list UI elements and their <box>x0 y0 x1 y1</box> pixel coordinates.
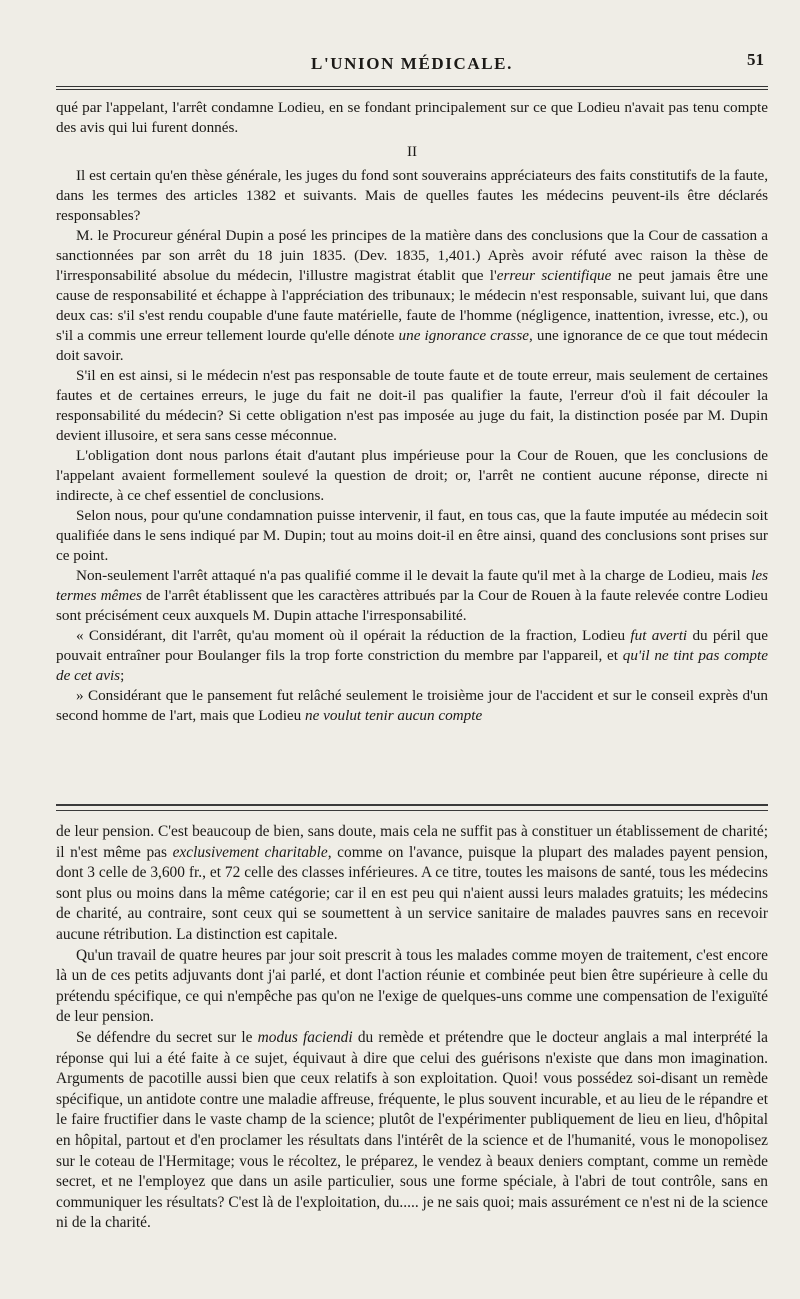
column-separator-rule <box>56 804 768 811</box>
paragraph-text: Non-seulement l'arrêt attaqué n'a pas qualifié comme il le devait la faute qu'il met à la charge de Lodieu, mais <box>76 567 752 584</box>
italic-phrase: ne voulut tenir aucun compte <box>305 707 483 724</box>
italic-phrase: modus faciendi <box>257 1028 353 1046</box>
running-head <box>56 50 768 82</box>
paragraph-1 <box>56 166 768 226</box>
header-rule <box>56 86 768 90</box>
italic-phrase: qu'il ne tint pas compte de cet avis <box>56 647 768 684</box>
paragraph-6 <box>56 566 768 626</box>
paragraph-text: Se défendre du secret sur le <box>76 1028 258 1046</box>
paragraph-text: M. le Procureur général Dupin a posé les principes de la matière dans des conclusions que la Cour de cassation a sanctionnées par son arrêt du 18 juin 1835. (Dev. 1835, 1,401.) Après avoir réfuté avec raison la thèse de l'irresponsabilité absolue du médecin, l'illustre magistrat établit que l' <box>56 227 768 284</box>
paragraph-8-quote <box>56 686 768 726</box>
italic-phrase: une ignorance crasse <box>398 327 529 344</box>
paragraph-text: de leur pension. C'est beaucoup de bien, sans doute, mais cela ne suffit pas à constituer un établissement de charité; il n'est même pas <box>56 823 768 861</box>
italic-phrase: fut averti <box>630 627 688 644</box>
lower-article <box>56 822 768 1234</box>
paragraph-text: S'il en est ainsi, si le médecin n'est pas responsable de toute faute et de toute erreur, mais seulement de certaines fautes et de certaines erreurs, le juge du fait ne doit-il pas qualifier la faute, l'erreur d'où il fait découler la responsabilité du médecin? Si cette obligation n'est pas imposée au juge du fait, la distinction posée par M. Dupin devient illusoire, et sera sans cesse méconnue. <box>56 367 768 444</box>
paragraph-continuation <box>56 98 768 138</box>
paragraph-text: Il est certain qu'en thèse générale, les juges du fond sont souverains appréciateurs des faits constitutifs de la faute, dans les termes des articles 1382 et suivants. Mais de quelles fautes les médecins peuvent-ils être déclarés responsables? <box>56 167 768 224</box>
upper-article <box>56 98 768 726</box>
paragraph-text: de l'arrêt établissent que les caractères attribués par la Cour de Rouen à la faute relevée contre Lodieu sont précisément ceux auxquels M. Dupin attache l'irresponsabilité. <box>56 587 768 624</box>
paragraph-4 <box>56 446 768 506</box>
paragraph-text: qué par l'appelant, l'arrêt condamne Lodieu, en se fondant principalement sur ce que Lodieu n'avait pas tenu compte des avis qui lui furent donnés. <box>56 99 768 136</box>
section-numeral: II <box>406 143 418 160</box>
paragraph-text: , comme on l'avance, puisque la plupart des malades payent pension, dont 3 celle de 3,600 fr., et 72 celle des classes inférieures. A ce titre, toutes les maisons de santé, tous les médecins sont plus ou moins dans la même catégorie; car il en est peu qui n'aient aussi leurs malades gratuits; les médecins de charité, au contraire, sont ceux qui se soumettent à un service sanitaire de malades pauvres sans en recevoir aucune rétribution. La distinction est capitale. <box>56 843 768 943</box>
paragraph-3 <box>56 366 768 446</box>
paragraph-text: du remède et prétendre que le docteur anglais a mal interprété la réponse qui lui a été faite à ce sujet, équivaut à dire que celui des guérisons n'existe que dans mon imagination. Arguments de pacotille aussi bien que ceux relatifs à son exploitation. Quoi! vous possédez soi-disant un remède spécifique, un antidote contre une maladie affreuse, fréquente, le plus souvent incurable, et au lieu de le répandre et le faire fructifier dans le vaste champ de la science; plutôt de l'expérimenter publiquement de lieu en lieu, d'hôpital en hôpital, partout et d'en proclamer les résultats dans l'intérêt de la science et de l'humanité, vous le monopolisez sur le coteau de l'Hermitage; vous le récoltez, le préparez, le vendez à beaux deniers comptant, comme un remède secret, et ne l'employez que dans un asile particulier, sous une forme spéciale, à l'abri de tout contrôle, sans en communiquer les résultats? C'est là de l'exploitation, du..... je ne sais quoi; mais assurément ce n'est ni de la science ni de la charité. <box>56 1028 769 1232</box>
paragraph-text: , une ignorance de ce que tout médecin doit savoir. <box>56 327 768 364</box>
paragraph-3 <box>56 1028 768 1234</box>
paragraph-text: » Considérant que le pansement fut relâché seulement le troisième jour de l'accident et sur le conseil exprès d'un second homme de l'art, mais que Lodieu <box>56 687 768 724</box>
italic-phrase: exclusivement charitable <box>172 843 328 861</box>
paragraph-2 <box>56 946 768 1028</box>
page-number: 51 <box>747 50 764 69</box>
italic-phrase: les termes mêmes <box>56 567 768 604</box>
paragraph-text: ne peut jamais être une cause de responsabilité et échappe à l'appréciation des tribunaux; le médecin n'est responsable, suivant lui, que dans deux cas: s'il s'est rendu coupable d'une faute matérielle, faute de l'homme (négligence, inattention, ivresse, etc.), ou s'il a commis une erreur tellement lourde qu'elle dénote <box>56 267 768 344</box>
paragraph-text: L'obligation dont nous parlons était d'autant plus impérieuse pour la Cour de Rouen, que les conclusions de l'appelant avaient formellement soulevé la question de droit; or, l'arrêt ne contient aucune réponse, directe ni indirecte, à ce chef essentiel de conclusions. <box>56 447 768 504</box>
paragraph-text: « Considérant, dit l'arrêt, qu'au moment où il opérait la réduction de la fraction, Lodieu <box>76 627 631 644</box>
paragraph-continuation <box>56 822 768 946</box>
paragraph-5 <box>56 506 768 566</box>
paragraph-text: Qu'un travail de quatre heures par jour soit prescrit à tous les malades comme moyen de traitement, c'est encore là un de ces petits adjuvants dont j'ai parlé, et dont l'action réunie et combinée peut bien être supérieure à celle du prétendu spécifique, ce qui n'empêche pas qu'on ne l'exige de quelques-uns comme une compensation de l'exiguïté de leur pension. <box>56 946 768 1026</box>
italic-phrase: erreur scientifique <box>496 267 612 284</box>
paragraph-7-quote <box>56 626 768 686</box>
paragraph-2 <box>56 226 768 366</box>
paragraph-text: ; <box>120 667 125 684</box>
paragraph-text: du péril que pouvait entraîner pour Boulanger fils la trop forte constriction du membre par l'appareil, et <box>56 627 768 664</box>
running-title: L'UNION MÉDICALE. <box>311 54 513 73</box>
paragraph-text: Selon nous, pour qu'une condamnation puisse intervenir, il faut, en tous cas, que la faute imputée au médecin soit qualifiée dans le sens indiqué par M. Dupin; tout au moins doit-il en être ainsi, quand des conclusions sont prises sur ce point. <box>56 507 768 564</box>
